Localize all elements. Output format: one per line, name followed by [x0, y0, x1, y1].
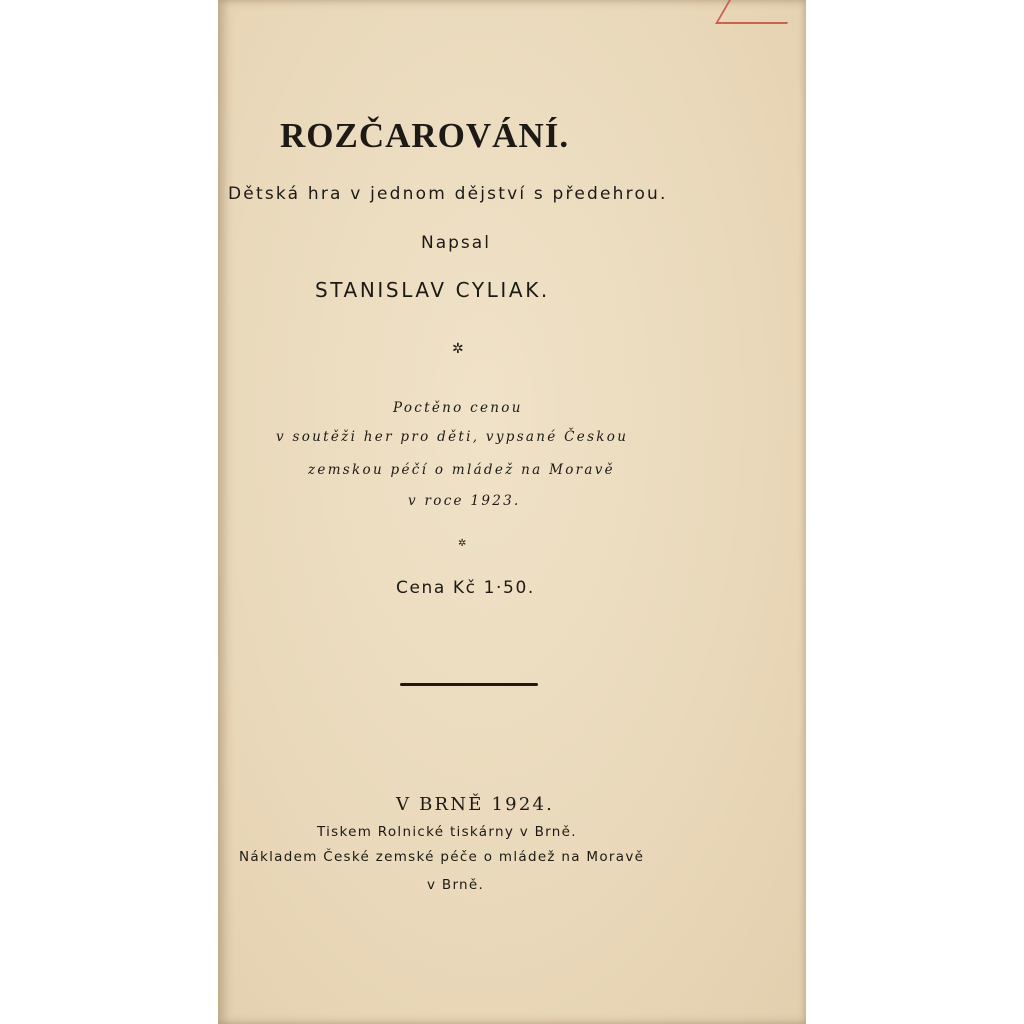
- award-line-2: v soutěži her pro děti, vypsané Českou: [276, 429, 629, 445]
- imprint-publisher: Nákladem České zemské péče o mládež na Moravě: [239, 849, 645, 865]
- author-name: STANISLAV CYLIAK.: [315, 278, 550, 302]
- title-page: [218, 0, 806, 1024]
- award-line-1: Poctěno cenou: [393, 400, 523, 416]
- book-title: ROZČAROVÁNÍ.: [280, 116, 570, 155]
- award-line-3: zemskou péčí o mládež na Moravě: [308, 462, 615, 478]
- byline-label: Napsal: [421, 233, 491, 253]
- award-line-4: v roce 1923.: [408, 493, 521, 509]
- star-ornament-icon: ✲: [452, 341, 464, 357]
- divider-rule: [400, 683, 538, 686]
- price-label: Cena Kč 1·50.: [396, 578, 535, 598]
- small-star-ornament-icon: ✲: [458, 538, 467, 549]
- imprint-place-year: V BRNĚ 1924.: [396, 794, 555, 815]
- book-subtitle: Dětská hra v jednom dějství s předehrou.: [228, 184, 668, 204]
- red-pencil-mark: [715, 0, 801, 24]
- imprint-printer: Tiskem Rolnické tiskárny v Brně.: [317, 824, 577, 840]
- imprint-city: v Brně.: [427, 877, 485, 893]
